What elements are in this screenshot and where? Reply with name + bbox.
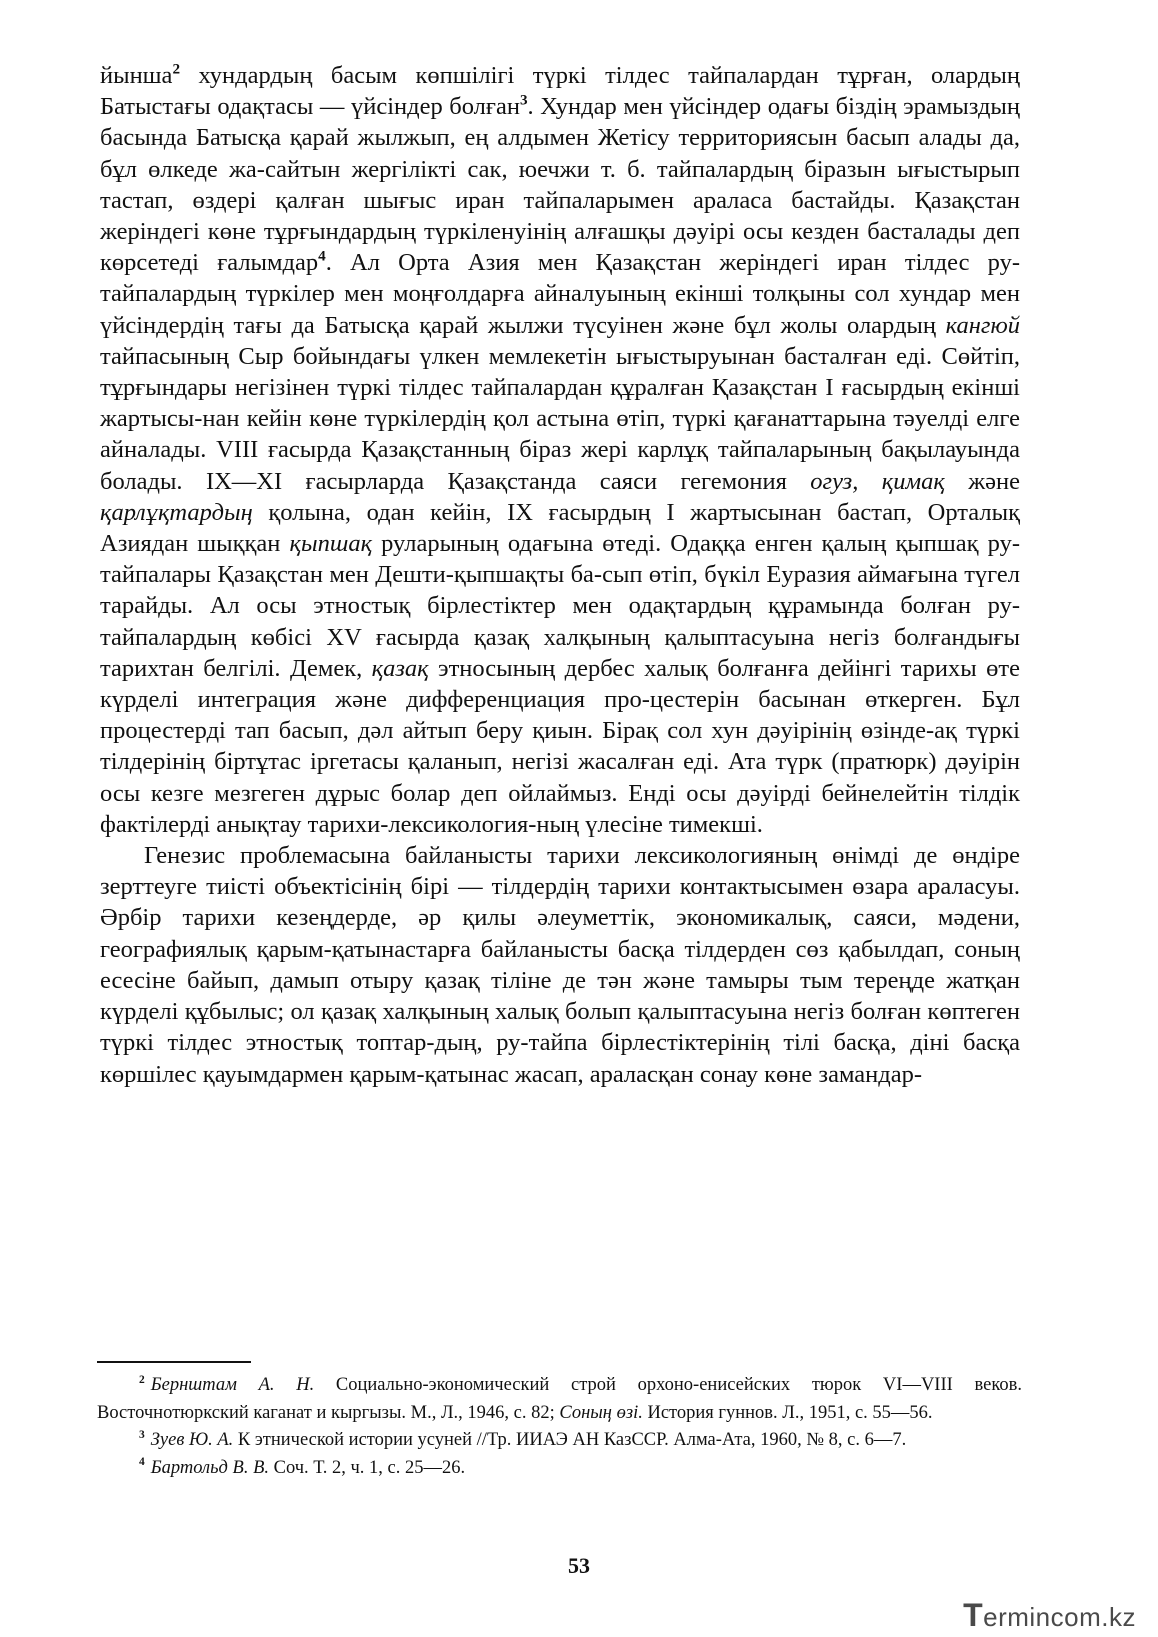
footnote-text: История гуннов. Л., 1951, с. 55—56.	[642, 1402, 933, 1423]
footnote-text: К этнической истории усуней //Тр. ИИАЭ АН КазССР. Алма-Ата, 1960, № 8, с. 6—7.	[233, 1430, 907, 1450]
watermark-logo	[963, 1597, 1136, 1634]
footnote-author: Бернштам А. Н.	[150, 1375, 315, 1395]
watermark-letter: T	[963, 1597, 984, 1633]
text-run: . Ал Орта Азия мен Қазақстан жеріндегі иран тілдес ру-тайпалардың түркілер мен моңғолдарға айналуының екінші толқыны сол хундар мен үйсіндердің тағы да Батысқа қарай жылжи түсуінен және бұл жолы олардың	[100, 249, 1020, 339]
footnote-text: Социально-экономический строй орхоно-енисейских тюрок VI—VIII веков. Восточнотюркский каганат и кыргызы. М., Л., 1946, с. 82;	[97, 1375, 1022, 1423]
footnote-separator	[97, 1361, 251, 1363]
paragraph-2: Генезис проблемасына байланысты тарихи лексикологияның өнімді де өндіре зерттеуге тиісті объектісінің бірі — тілдердің тарихи контактысымен өзара араласуы. Әрбір тарихи кезеңдерде, әр қилы әлеуметтік, экономикалық, саяси, мәдени, географиялық қарым-қатынастарға байланысты басқа тілдерден сөз қабылдап, соның есесіне байып, дамып отыру қазақ тіліне де тән және тамыры тым тереңде жатқан күрделі құбылыс; ол қазақ халқының халық болып қалыптасуына негіз болған көптеген түркі тілдес этностық топтар-дың, ру-тайпа бірлестіктерінің тілі басқа, діні басқа көршілес қауымдармен қарым-қатынас жасап, араласқан сонау көне замандар-	[100, 842, 1020, 1088]
text-run: тайпасының Сыр бойындағы үлкен мемлекетін ығыстыруынан басталған еді. Сөйтіп, тұрғындары негізінен түркі тілдес тайпалардан құралған Қазақстан I ғасырдың екінші жартысы-нан кейін көне түркілердің қол астына өтіп, түркі қағанаттарына тәуелді елге айналады. VIII ғасырда Қазақстанның біраз жері карлұқ тайпаларының бақылауында болады. IX—XI ғасырларда Қазақстанда саяси гегемония	[100, 342, 1020, 495]
italic-term: қарлұқтардың	[100, 498, 253, 526]
italic-term: кангюй	[945, 311, 1020, 339]
watermark-tail: m.kz	[1079, 1602, 1136, 1632]
footnote-number: 4	[139, 1456, 145, 1469]
main-text	[100, 60, 1020, 1090]
footnote-4	[97, 1455, 1022, 1483]
footnote-2	[97, 1372, 1022, 1427]
italic-term: қыпшақ	[289, 530, 373, 558]
watermark-circle: o	[1064, 1602, 1080, 1632]
footnote-number: 2	[139, 1373, 145, 1386]
footnote-text: Соч. Т. 2, ч. 1, с. 25—26.	[269, 1457, 466, 1478]
footnote-number: 3	[139, 1428, 145, 1441]
text-run: . Хундар мен үйсіндер одағы біздің эрамыздың басында Батысқа қарай жылжып, ең алдымен Жетісу территориясын басып алады да, бұл өлкеде жа-сайтын жергілікті сак, юечжи т. б. тайпалардың біразын ығыстырып тастап, өздері қалған шығыс иран тайпаларымен араласа бастайды. Қазақстан жеріндегі көне тұрғындардың түркіленуінің алғашқы дәуірі осы кезден басталады деп көрсетеді ғалымдар	[100, 93, 1021, 277]
footnote-author: Зуев Ю. А.	[150, 1430, 234, 1450]
text-run: этносының дербес халық болғанға дейінгі тарихы өте күрделі интеграция және дифференциация про-цестерін басынан өткерген. Бұл процестерді тап басып, дәл айтып беру қиын. Бірақ сол хун дәуірінің өзінде-ақ түркі тілдерінің біртұтас іргетасы қаланып, негізі жасалған еді. Ата түрк (пратюрк) дәуірін осы кезге мезгеген дұрыс болар деп ойлаймыз. Енді осы дәуірді бейнелейтін тілдік фактілерді анықтау тарихи-лексикология-ның үлесіне тимекші.	[100, 654, 1021, 838]
page-number: 53	[568, 1553, 590, 1578]
footnotes	[97, 1372, 1022, 1482]
text-run: хундардың басым көпшілігі түркі тілдес тайпалардан тұрған, олардың Батыстағы одақтасы — үйсіндер болған	[100, 62, 1020, 121]
footnote-author: Соның өзі.	[559, 1402, 643, 1423]
italic-term: қазақ	[371, 654, 429, 682]
footnote-ref-2: 2	[172, 60, 181, 78]
text-run: қолына, одан кейін, IX ғасырдың I жартысынан бастап, Орталық Азиядан шыққан	[100, 498, 1020, 558]
text-run: руларының одағына өтеді. Одаққа енген қалың қыпшақ ру-тайпалары Қазақстан мен Дешти-қыпшақты ба-сып өтіп, бүкіл Еуразия аймағына түгел тарайды. Ал осы этностық бірлестіктер мен одақтардың құрамында болған ру-тайпалардың көбісі XV ғасырда қазақ халқының қалыптасуына негіз болғандығы тарихтан белгілі. Демек,	[100, 530, 1020, 682]
text-run: йынша	[100, 62, 173, 89]
footnote-author: Бартольд В. В.	[150, 1457, 269, 1478]
footnote-3	[97, 1427, 1022, 1455]
watermark-text: erminc	[983, 1602, 1065, 1632]
text-run: және	[944, 467, 1020, 495]
footnote-ref-3: 3	[519, 91, 528, 109]
footnote-ref-4: 4	[318, 247, 326, 265]
paragraph-1	[100, 60, 1020, 840]
italic-term: огуз, қимақ	[810, 467, 945, 495]
